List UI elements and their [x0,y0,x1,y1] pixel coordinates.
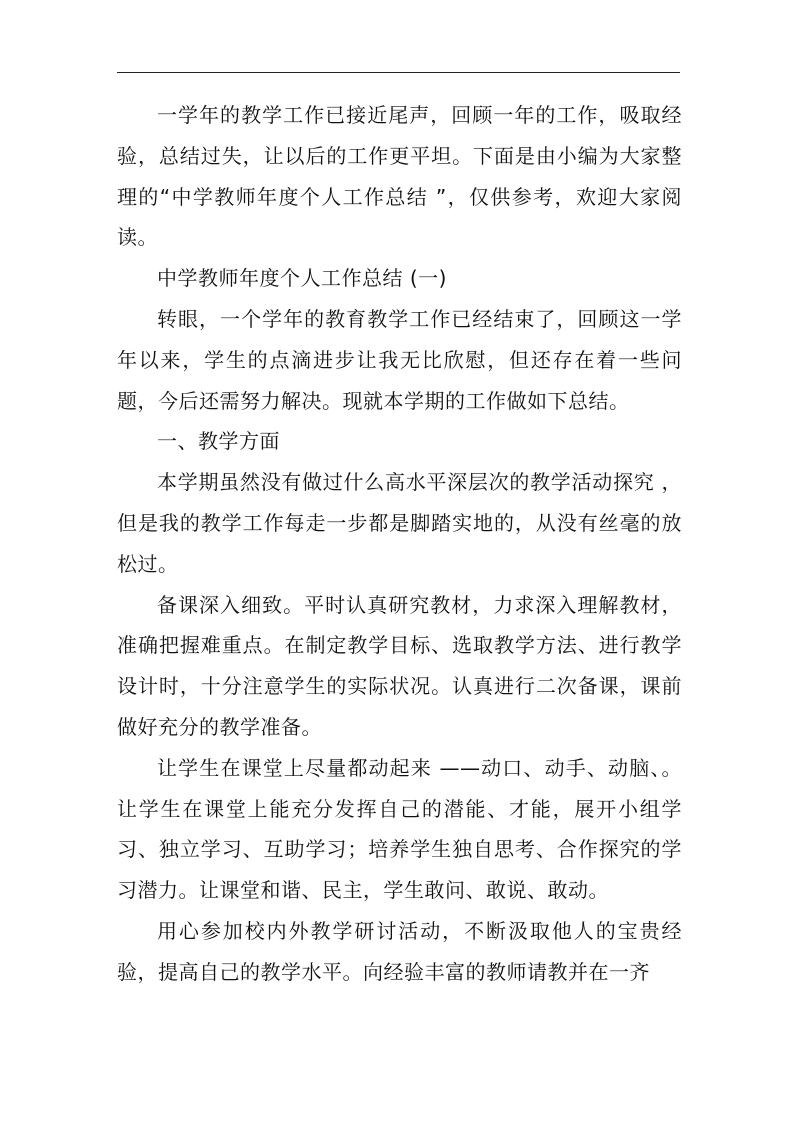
intro-paragraph: 一学年的教学工作已接近尾声，回顾一年的工作，吸取经验，总结过失，让以后的工作更平坦。下面是由小编为大家整理的“中学教师年度个人工作总结 ”，仅供参考，欢迎大家阅读。 [117,103,682,250]
paragraph-2: 本学期虽然没有做过什么高水平深层次的教学活动探究 ，但是我的教学工作每走一步都是脚踏实地的，从没有丝毫的放松过。 [117,470,682,576]
paragraph-4: 让学生在课堂上尽量都动起来 ——动口、动手、动脑、。让学生在课堂上能充分发挥自己的潜能、才能，展开小组学习、独立学习、互助学习；培养学生独自思考、合作探究的学习潜力。让课堂和谐、民主，学生敢问、敢说、敢动。 [117,755,682,903]
section-heading-teaching: 一、教学方面 [157,429,280,454]
document-title: 中学教师年度个人工作总结 (一) [157,266,447,291]
paragraph-3: 备课深入细致。平时认真研究教材，力求深入理解教材，准确把握难重点。在制定教学目标、选取教学方法、进行教学设计时，十分注意学生的实际状况。认真进行二次备课，课前做好充分的教学准备。 [117,592,682,739]
document-body [117,95,682,993]
paragraph-5: 用心参加校内外教学研讨活动，不断汲取他人的宝贵经验，提高自己的教学水平。向经验丰富的教师请教并在一齐 [117,918,682,984]
paragraph-1: 转眼，一个学年的教育教学工作已经结束了，回顾这一学年以来，学生的点滴进步让我无比欣慰，但还存在着一些问题，今后还需努力解决。现就本学期的工作做如下总结。 [117,306,682,413]
header-rule [117,72,680,73]
